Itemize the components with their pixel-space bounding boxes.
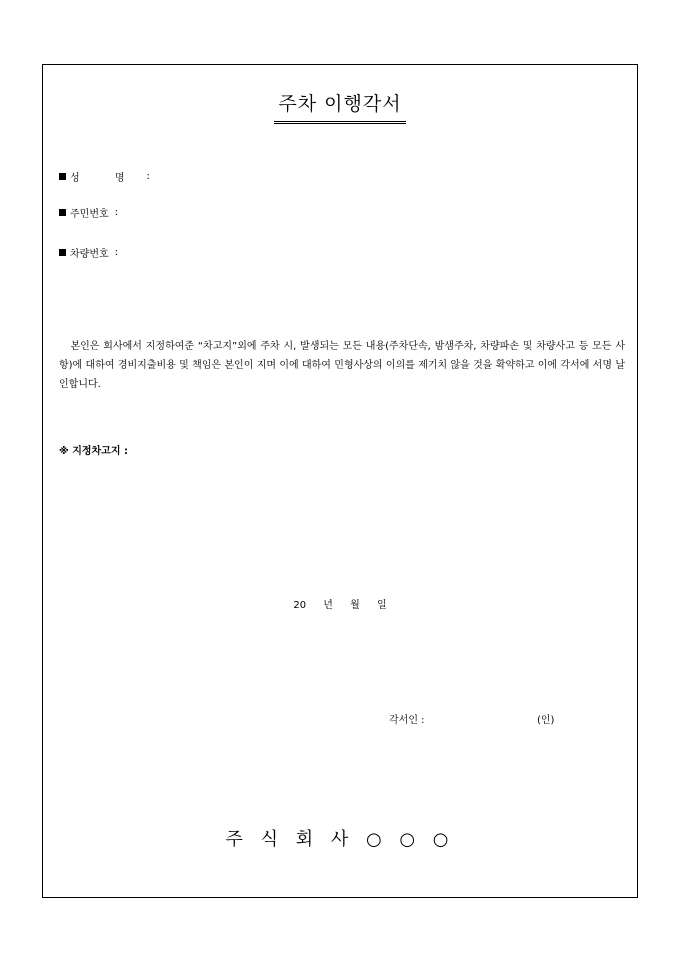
statement-text: 본인은 회사에서 지정하여준 “차고지”외에 주차 시, 발생되는 모든 내용(주차단속, 밤샘주차, 차량파손 및 차량사고 등 모든 사항)에 대하여 경비지출비용 및 책임은 본인이 지며 이에 대하여 민형사상의 이의를 제기치 않을 것을 확약하고 이에 각서에 서명 날인합니다. xyxy=(59,341,625,390)
square-bullet-icon xyxy=(59,209,66,216)
title-wrap xyxy=(43,89,637,124)
date-year-unit: 년 xyxy=(323,600,333,611)
signer-label: 각서인 : xyxy=(389,715,425,726)
field-vehicle-number xyxy=(59,245,118,260)
field-resident-number xyxy=(59,205,118,220)
designated-garage-label: ※ 지정차고지 : xyxy=(59,446,128,457)
square-bullet-icon xyxy=(59,173,66,180)
field-resident-number-label: 주민번호 xyxy=(70,209,109,220)
field-name-label: 성 명 xyxy=(70,173,141,184)
seal-label: (인) xyxy=(537,715,555,726)
document-title: 주차 이행각서 xyxy=(274,89,405,124)
document-frame xyxy=(42,64,638,898)
square-bullet-icon xyxy=(59,249,66,256)
date-month-unit: 월 xyxy=(350,600,360,611)
company-name: 주 식 회 사 ○ ○ ○ xyxy=(225,829,455,850)
date-line xyxy=(43,596,637,611)
field-name xyxy=(59,169,150,184)
field-resident-number-colon: : xyxy=(114,207,119,218)
field-name-colon: : xyxy=(146,171,150,182)
statement-paragraph xyxy=(59,337,625,394)
date-year: 20 xyxy=(293,600,307,611)
field-vehicle-number-label: 차량번호 xyxy=(70,249,109,260)
field-vehicle-number-colon: : xyxy=(114,247,119,258)
date-day-unit: 일 xyxy=(376,600,387,611)
